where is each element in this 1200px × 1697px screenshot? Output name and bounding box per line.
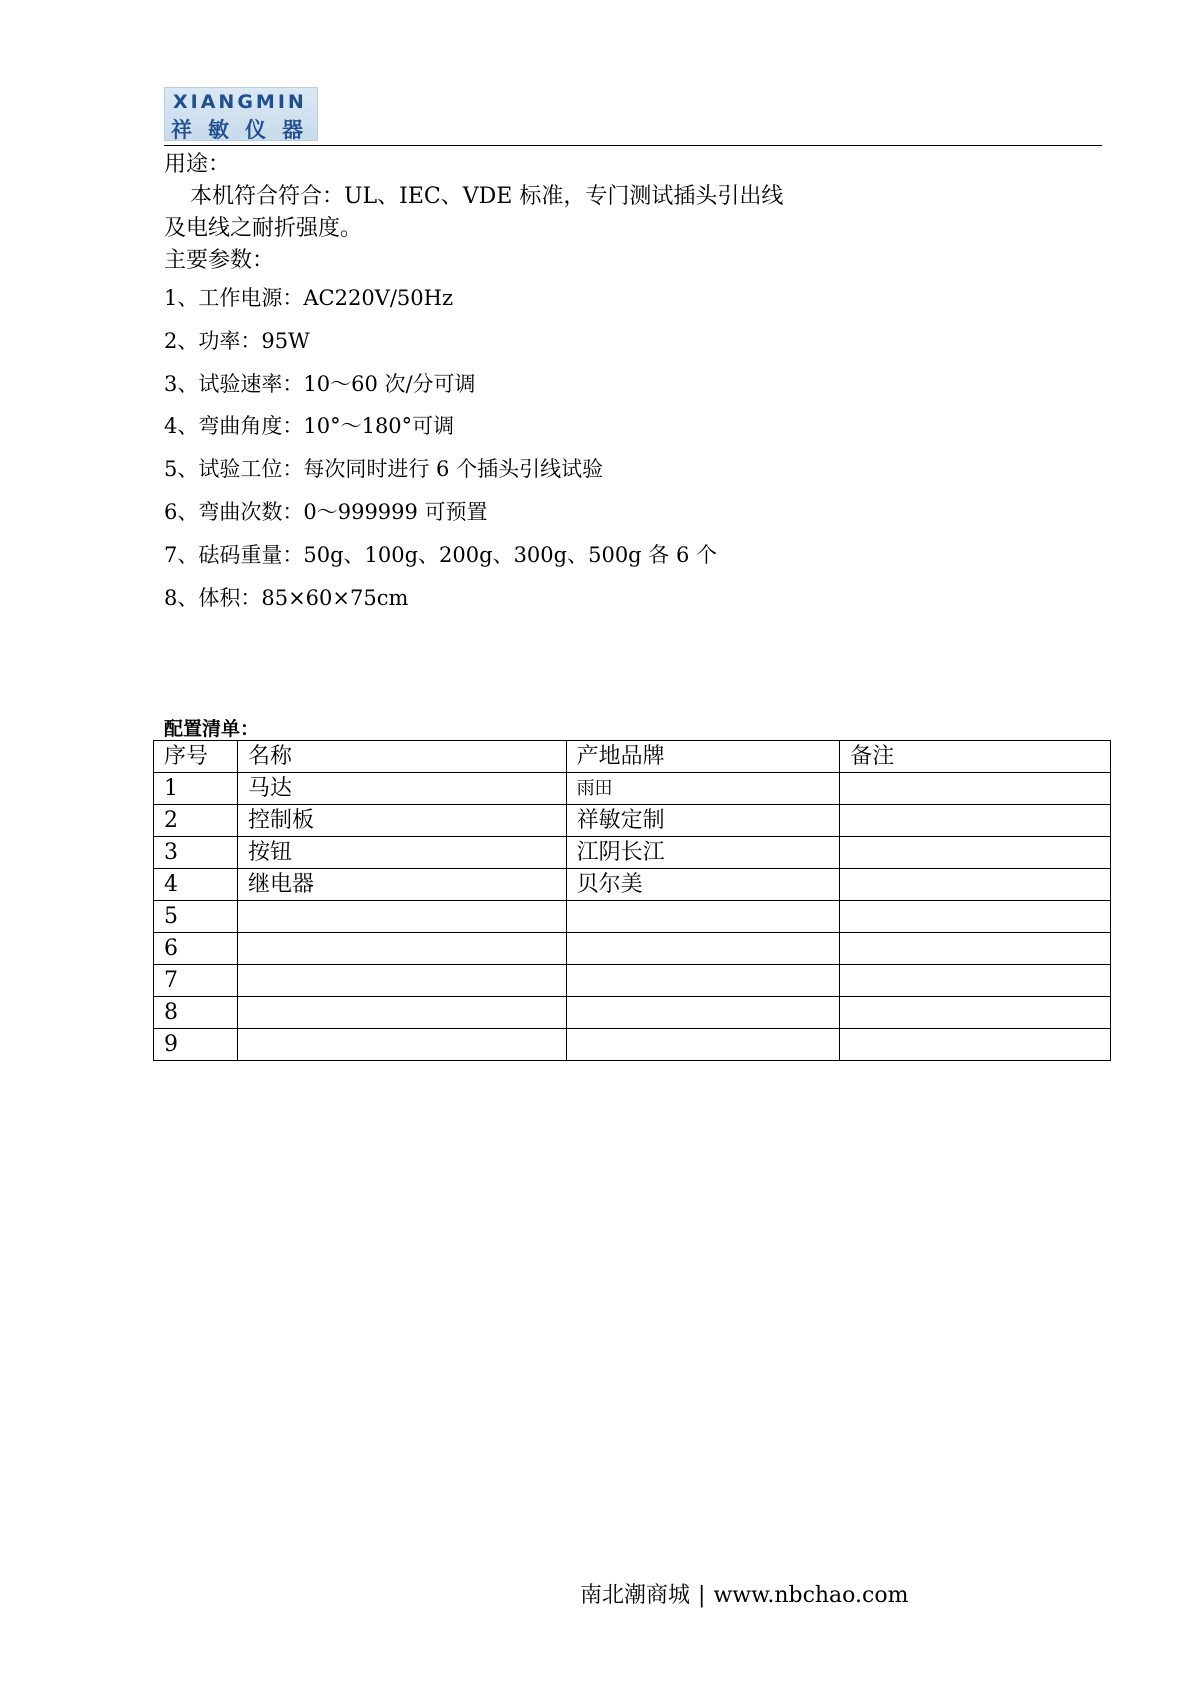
- header-cell-name: 名称: [237, 741, 566, 773]
- cell-name: 马达: [237, 773, 566, 805]
- header-cell-index: 序号: [154, 741, 238, 773]
- cell-index: 9: [154, 1029, 238, 1061]
- param-item: 6、弯曲次数：0～999999 可预置: [164, 500, 488, 524]
- usage-heading: 用途：: [164, 152, 231, 177]
- params-heading: 主要参数：: [164, 248, 275, 273]
- header-divider: [164, 145, 1102, 146]
- cell-name: 按钮: [237, 837, 566, 869]
- cell-name: 控制板: [237, 805, 566, 837]
- cell-name: 继电器: [237, 869, 566, 901]
- param-item: 3、试验速率：10～60 次/分可调: [164, 372, 476, 396]
- param-item: 7、砝码重量：50g、100g、200g、300g、500g 各 6 个: [164, 543, 718, 567]
- cell-brand: [566, 933, 840, 965]
- param-item: 5、试验工位：每次同时进行 6 个插头引线试验: [164, 457, 604, 481]
- table-row: [154, 901, 1111, 933]
- cell-name: [237, 901, 566, 933]
- cell-remark: [840, 1029, 1111, 1061]
- table-row: [154, 965, 1111, 997]
- cell-brand: [566, 997, 840, 1029]
- cell-name: [237, 997, 566, 1029]
- param-item: 4、弯曲角度：10°～180°可调: [164, 414, 455, 438]
- cell-index: 4: [154, 869, 238, 901]
- footer-url-link[interactable]: www.nbchao.com: [713, 1583, 909, 1608]
- usage-line-1: 本机符合符合：UL、IEC、VDE 标准，专门测试插头引出线: [190, 184, 784, 209]
- cell-brand: [566, 1029, 840, 1061]
- cell-remark: [840, 805, 1111, 837]
- cell-name: [237, 933, 566, 965]
- table-row: [154, 1029, 1111, 1061]
- cell-index: 7: [154, 965, 238, 997]
- cell-index: 2: [154, 805, 238, 837]
- cell-brand: [566, 901, 840, 933]
- param-item: 1、工作电源：AC220V/50Hz: [164, 286, 454, 310]
- page-footer: [580, 1578, 908, 1609]
- cell-index: 3: [154, 837, 238, 869]
- logo-text-en: XIANGMIN: [173, 91, 307, 113]
- table-row: [154, 933, 1111, 965]
- table-row: [154, 997, 1111, 1029]
- table-row: [154, 805, 1111, 837]
- table-row: [154, 869, 1111, 901]
- footer-separator: |: [698, 1583, 706, 1608]
- table-row: [154, 837, 1111, 869]
- cell-index: 8: [154, 997, 238, 1029]
- cell-brand: 祥敏定制: [566, 805, 840, 837]
- usage-line-2: 及电线之耐折强度。: [164, 216, 363, 241]
- cell-index: 5: [154, 901, 238, 933]
- cell-index: 6: [154, 933, 238, 965]
- cell-brand: 江阴长江: [566, 837, 840, 869]
- header-cell-remark: 备注: [840, 741, 1111, 773]
- cell-brand: [566, 965, 840, 997]
- table-row: [154, 773, 1111, 805]
- cell-remark: [840, 773, 1111, 805]
- cell-remark: [840, 901, 1111, 933]
- cell-index: 1: [154, 773, 238, 805]
- cell-remark: [840, 837, 1111, 869]
- company-logo: [164, 87, 318, 141]
- config-list-title: 配置清单：: [164, 718, 260, 740]
- cell-remark: [840, 869, 1111, 901]
- cell-brand: 雨田: [566, 773, 840, 805]
- config-table: [153, 740, 1111, 1061]
- param-item: 8、体积：85×60×75cm: [164, 586, 409, 610]
- cell-brand: 贝尔美: [566, 869, 840, 901]
- cell-name: [237, 1029, 566, 1061]
- cell-remark: [840, 997, 1111, 1029]
- table-header-row: [154, 741, 1111, 773]
- footer-site-name: 南北潮商城: [580, 1583, 691, 1608]
- param-item: 2、功率：95W: [164, 329, 310, 353]
- cell-remark: [840, 965, 1111, 997]
- header-cell-brand: 产地品牌: [566, 741, 840, 773]
- cell-name: [237, 965, 566, 997]
- logo-text-cn: 祥敏仪器: [171, 118, 319, 142]
- cell-remark: [840, 933, 1111, 965]
